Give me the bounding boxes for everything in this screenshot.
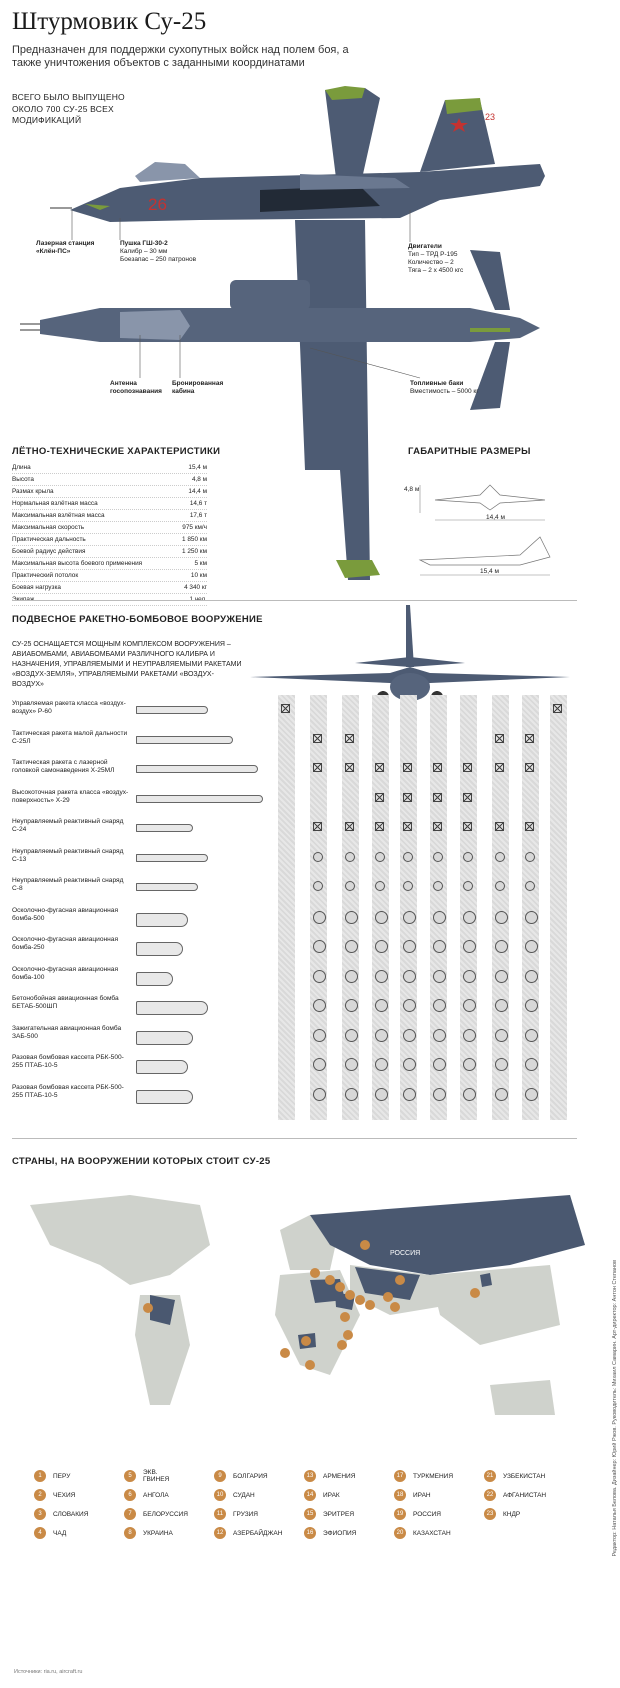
spec-row <box>12 474 207 486</box>
country-legend-item <box>124 1489 169 1501</box>
country-legend-item <box>304 1489 340 1501</box>
spec-value: 17,6 т <box>189 512 207 519</box>
bomb-icon <box>495 1058 508 1071</box>
country-name: УЗБЕКИСТАН <box>503 1472 546 1480</box>
weapon-label: Зажигательная авиационная бомба ЗАБ-500 <box>12 1024 122 1040</box>
square-icon <box>345 763 354 772</box>
country-name: СЛОВАКИЯ <box>53 1510 89 1518</box>
spec-label: Максимальная скорость <box>12 524 85 531</box>
bomb-icon <box>495 1029 508 1042</box>
bomb-icon <box>433 1088 446 1101</box>
country-name: РОССИЯ <box>413 1510 442 1518</box>
square-icon <box>525 734 534 743</box>
bomb-icon <box>313 1058 326 1071</box>
square-icon <box>403 793 412 802</box>
dimension-length: 15,4 м <box>480 568 499 575</box>
specs-table <box>12 462 207 606</box>
country-legend-item <box>394 1508 441 1520</box>
country-number-badge: 2 <box>34 1489 46 1501</box>
pylon-lane <box>310 695 327 1120</box>
weapon-label: Тактическая ракета с лазерной головкой самонаведения Х-25МЛ <box>12 759 115 774</box>
square-icon <box>495 763 504 772</box>
bomb-icon <box>495 940 508 953</box>
country-legend-item <box>124 1508 188 1520</box>
country-number-badge: 14 <box>304 1489 316 1501</box>
armament-intro: СУ-25 ОСНАЩАЕТСЯ МОЩНЫМ КОМПЛЕКСОМ ВООРУЖЕНИЯ – АВИАБОМБАМИ, АВИАБОМБАМИ РАЗЛИЧНОГО КАЛИБРА И НАЗНАЧЕНИЯ, УПРАВЛЯЕМЫМИ И НЕУПРАВЛЯЕМЫМИ РАКЕТАМИ «ВОЗДУХ-ЗЕМЛЯ», УПРАВЛЯЕМЫМИ РАКЕТАМИ «ВОЗДУХ-ВОЗДУХ» <box>12 641 242 688</box>
weapon-label: Неуправляемый реактивный снаряд С-13 <box>12 847 124 863</box>
bomb-icon <box>403 940 416 953</box>
square-icon <box>525 822 534 831</box>
bomb-icon <box>403 1058 416 1071</box>
spec-row <box>12 510 207 522</box>
bomb-icon <box>403 1088 416 1101</box>
country-legend-item <box>394 1489 431 1501</box>
weapon-silhouette-icon <box>136 1060 188 1074</box>
country-name: ЧАД <box>53 1529 67 1537</box>
annotation-fuel: Топливные баки Вместимость – 5000 кг <box>410 380 479 395</box>
bomb-icon <box>313 940 326 953</box>
country-number-badge: 17 <box>394 1470 406 1482</box>
country-number-badge: 23 <box>484 1508 496 1520</box>
country-number-badge: 21 <box>484 1470 496 1482</box>
pylon-lane <box>492 695 509 1120</box>
country-legend-item <box>304 1527 356 1539</box>
square-icon <box>375 822 384 831</box>
spec-row <box>12 462 207 474</box>
weapon-label: Разовая бомбовая кассета РБК-500-255 ПТАБ-10-5 <box>12 1083 124 1099</box>
spec-label: Боевая нагрузка <box>12 584 61 591</box>
weapon-silhouette-icon <box>136 854 208 862</box>
spec-row <box>12 522 207 534</box>
circle-icon <box>375 881 385 891</box>
bomb-icon <box>433 970 446 983</box>
square-icon <box>433 763 442 772</box>
weapon-silhouette-icon <box>136 765 258 773</box>
spec-row <box>12 570 207 582</box>
bomb-icon <box>345 940 358 953</box>
pylon-lane <box>372 695 389 1120</box>
country-name: ЭФИОПИЯ <box>323 1529 357 1537</box>
country-legend-item <box>214 1527 282 1539</box>
armament-heading: ПОДВЕСНОЕ РАКЕТНО-БОМБОВОЕ ВООРУЖЕНИЕ <box>12 614 263 625</box>
annotation-cockpit: Бронированная кабина <box>172 380 224 395</box>
bomb-icon <box>525 970 538 983</box>
bomb-icon <box>525 911 538 924</box>
country-legend-item <box>484 1508 520 1520</box>
bomb-icon <box>375 1088 388 1101</box>
country-legend-item <box>304 1470 355 1482</box>
square-icon <box>525 763 534 772</box>
square-icon <box>403 822 412 831</box>
weapon-silhouette-icon <box>136 736 233 744</box>
spec-value: 10 км <box>190 572 207 579</box>
specs-heading: ЛЁТНО-ТЕХНИЧЕСКИЕ ХАРАКТЕРИСТИКИ <box>12 446 221 457</box>
pylon-lane <box>342 695 359 1120</box>
annotation-laser: Лазерная станция «Клён-ПС» <box>36 240 95 255</box>
bomb-icon <box>525 1088 538 1101</box>
annotation-engines: Двигатели Тип – ТРД Р-195 Количество – 2 Тяга – 2 х 4500 кгс <box>408 243 464 274</box>
country-name: БОЛГАРИЯ <box>233 1472 268 1480</box>
weapon-label: Бетонобойная авиационная бомба БЕТАБ-500ШП <box>12 995 119 1010</box>
spec-row <box>12 558 207 570</box>
dimensions-diagram <box>400 465 570 585</box>
spec-label: Нормальная взлётная масса <box>12 500 98 507</box>
spec-label: Практический потолок <box>12 572 79 579</box>
bomb-icon <box>313 911 326 924</box>
bomb-icon <box>495 1088 508 1101</box>
bomb-icon <box>495 999 508 1012</box>
circle-icon <box>463 881 473 891</box>
square-icon <box>345 822 354 831</box>
bomb-icon <box>463 911 476 924</box>
spec-value: 14,4 м <box>188 488 207 495</box>
bomb-icon <box>375 911 388 924</box>
spec-value: 5 км <box>194 560 207 567</box>
square-icon <box>463 822 472 831</box>
weapon-silhouette-icon <box>136 824 193 832</box>
bomb-icon <box>345 999 358 1012</box>
circle-icon <box>525 852 535 862</box>
square-icon <box>553 704 562 713</box>
bomb-icon <box>463 999 476 1012</box>
bomb-icon <box>525 999 538 1012</box>
country-number-badge: 16 <box>304 1527 316 1539</box>
country-name: АФГАНИСТАН <box>503 1491 547 1499</box>
country-name: КНДР <box>503 1510 521 1518</box>
bomb-icon <box>403 1029 416 1042</box>
spec-label: Длина <box>12 464 31 471</box>
dimension-span: 14,4 м <box>486 514 505 521</box>
country-legend-item <box>34 1527 66 1539</box>
country-number-badge: 22 <box>484 1489 496 1501</box>
circle-icon <box>403 852 413 862</box>
country-name: УКРАИНА <box>143 1529 173 1537</box>
country-name: ЧЕХИЯ <box>53 1491 76 1499</box>
bomb-icon <box>345 1088 358 1101</box>
square-icon <box>495 822 504 831</box>
bomb-icon <box>403 911 416 924</box>
country-legend-item <box>394 1470 453 1482</box>
divider <box>12 600 577 601</box>
spec-value: 1 850 км <box>182 536 207 543</box>
weapon-label: Управляемая ракета класса «воздух-воздух» Р-60 <box>12 700 126 715</box>
dimensions-heading: ГАБАРИТНЫЕ РАЗМЕРЫ <box>408 446 531 457</box>
square-icon <box>313 734 322 743</box>
country-name: ЭКВ. ГВИНЕЯ <box>143 1469 170 1483</box>
country-number-badge: 5 <box>124 1470 136 1482</box>
square-icon <box>433 822 442 831</box>
country-name: БЕЛОРУССИЯ <box>143 1510 188 1518</box>
bomb-icon <box>403 999 416 1012</box>
country-number-badge: 13 <box>304 1470 316 1482</box>
bomb-icon <box>313 1029 326 1042</box>
weapon-silhouette-icon <box>136 1090 193 1104</box>
country-number-badge: 11 <box>214 1508 226 1520</box>
weapon-silhouette-icon <box>136 913 188 927</box>
dimension-height: 4,8 м <box>404 486 420 493</box>
tail-number: 26 <box>148 195 167 214</box>
bomb-icon <box>345 911 358 924</box>
annotation-gun: Пушка ГШ-30-2 Калибр – 30 мм Боезапас – 250 патронов <box>120 240 197 263</box>
circle-icon <box>463 852 473 862</box>
spec-label: Высота <box>12 476 34 483</box>
production-count-note: ВСЕГО БЫЛО ВЫПУЩЕНО ОКОЛО 700 СУ-25 ВСЕХ МОДИФИКАЦИЙ <box>12 92 125 125</box>
bomb-icon <box>463 1088 476 1101</box>
country-number-badge: 15 <box>304 1508 316 1520</box>
bomb-icon <box>433 1058 446 1071</box>
country-number-badge: 6 <box>124 1489 136 1501</box>
bomb-icon <box>463 970 476 983</box>
countries-heading: СТРАНЫ, НА ВООРУЖЕНИИ КОТОРЫХ СТОИТ СУ-25 <box>12 1156 271 1167</box>
bomb-icon <box>463 940 476 953</box>
country-legend-item <box>34 1489 75 1501</box>
country-legend-item <box>214 1508 258 1520</box>
bomb-icon <box>313 970 326 983</box>
square-icon <box>403 763 412 772</box>
country-number-badge: 20 <box>394 1527 406 1539</box>
country-number-badge: 10 <box>214 1489 226 1501</box>
bomb-icon <box>433 940 446 953</box>
country-legend-item <box>34 1508 88 1520</box>
country-legend-item <box>484 1489 546 1501</box>
country-name: АЗЕРБАЙДЖАН <box>233 1529 283 1537</box>
weapon-label: Осколочно-фугасная авиационная бомба-250 <box>12 936 119 951</box>
spec-value: 14,6 т <box>189 500 207 507</box>
bomb-icon <box>313 1088 326 1101</box>
country-name: ТУРКМЕНИЯ <box>413 1472 454 1480</box>
square-icon <box>375 793 384 802</box>
country-number-badge: 18 <box>394 1489 406 1501</box>
pylon-lane <box>522 695 539 1120</box>
map-label-russia: РОССИЯ <box>390 1250 421 1257</box>
square-icon <box>313 763 322 772</box>
sources: Источники: ria.ru, aircraft.ru <box>14 1669 83 1675</box>
spec-row <box>12 546 207 558</box>
country-number-badge: 3 <box>34 1508 46 1520</box>
page-subtitle: Предназначен для поддержки сухопутных войск над полем боя, а также уничтожения объектов с заданными координатами <box>12 44 349 69</box>
circle-icon <box>375 852 385 862</box>
bomb-icon <box>463 1058 476 1071</box>
square-icon <box>495 734 504 743</box>
country-legend-item <box>34 1470 70 1482</box>
square-icon <box>463 793 472 802</box>
bomb-icon <box>495 970 508 983</box>
spec-row <box>12 534 207 546</box>
weapon-label: Неуправляемый реактивный снаряд С-24 <box>12 818 124 833</box>
pylon-lane <box>278 695 295 1120</box>
spec-value: 1 250 км <box>182 548 207 555</box>
spec-label: Размах крыла <box>12 488 54 495</box>
spec-label: Максимальная высота боевого применения <box>12 560 143 567</box>
divider <box>12 1138 577 1139</box>
weapon-label: Осколочно-фугасная авиационная бомба-500 <box>12 906 119 922</box>
country-name: ПЕРУ <box>53 1472 71 1480</box>
bomb-icon <box>345 970 358 983</box>
circle-icon <box>313 881 323 891</box>
weapon-silhouette-icon <box>136 706 208 714</box>
bomb-icon <box>433 999 446 1012</box>
circle-icon <box>345 881 355 891</box>
spec-value: 4,8 м <box>191 476 207 483</box>
spec-value: 15,4 м <box>188 464 207 471</box>
weapon-silhouette-icon <box>136 883 198 891</box>
bomb-icon <box>433 911 446 924</box>
weapon-label: Осколочно-фугасная авиационная бомба-100 <box>12 965 119 981</box>
country-legend-item <box>124 1527 173 1539</box>
side-view-plane <box>50 98 545 222</box>
square-icon <box>375 763 384 772</box>
country-legend-item <box>484 1470 545 1482</box>
page-title: Штурмовик Су-25 <box>12 8 207 35</box>
square-icon <box>281 704 290 713</box>
weapon-silhouette-icon <box>136 972 173 986</box>
circle-icon <box>433 852 443 862</box>
bomb-icon <box>433 1029 446 1042</box>
country-name: АНГОЛА <box>143 1491 169 1499</box>
bomb-icon <box>375 999 388 1012</box>
country-name: ИРАН <box>413 1491 431 1499</box>
country-number-badge: 19 <box>394 1508 406 1520</box>
country-legend-item <box>394 1527 451 1539</box>
country-legend-item <box>214 1470 268 1482</box>
country-number-badge: 12 <box>214 1527 226 1539</box>
spec-label: Максимальная взлётная масса <box>12 512 105 519</box>
country-number-badge: 8 <box>124 1527 136 1539</box>
country-number-badge: 7 <box>124 1508 136 1520</box>
bomb-icon <box>525 1029 538 1042</box>
square-icon <box>345 734 354 743</box>
spec-value: 4 340 кг <box>184 584 207 591</box>
country-name: СУДАН <box>233 1491 255 1499</box>
weapon-label: Разовая бомбовая кассета РБК-500-255 ПТАБ-10-5 <box>12 1054 124 1069</box>
weapon-silhouette-icon <box>136 1031 193 1045</box>
country-number-badge: 4 <box>34 1527 46 1539</box>
weapon-silhouette-icon <box>136 942 183 956</box>
spec-row <box>12 582 207 594</box>
bomb-icon <box>345 1058 358 1071</box>
bomb-icon <box>463 1029 476 1042</box>
bomb-icon <box>495 911 508 924</box>
weapon-label: Неуправляемый реактивный снаряд С-8 <box>12 877 124 892</box>
spec-value: 975 км/ч <box>182 524 207 531</box>
bomb-icon <box>403 970 416 983</box>
spec-label: Боевой радиус действия <box>12 548 86 555</box>
bomb-icon <box>375 940 388 953</box>
country-number-badge: 9 <box>214 1470 226 1482</box>
square-icon <box>433 793 442 802</box>
square-icon <box>313 822 322 831</box>
country-legend-item <box>214 1489 255 1501</box>
country-name: КАЗАХСТАН <box>413 1529 451 1537</box>
country-name: ЭРИТРЕЯ <box>323 1510 355 1518</box>
circle-icon <box>345 852 355 862</box>
weapon-silhouette-icon <box>136 795 263 803</box>
circle-icon <box>433 881 443 891</box>
circle-icon <box>525 881 535 891</box>
credits: Редактор: Наталья Белова. Дизайнер: Юрий Ржов. Руководитель: Михаил Самарин. Арт-директор: Антон Степанов <box>612 1260 618 1557</box>
pylon-lane <box>430 695 447 1120</box>
country-legend-item <box>124 1470 169 1482</box>
bomb-icon <box>345 1029 358 1042</box>
country-name: ГРУЗИЯ <box>233 1510 258 1518</box>
bomb-icon <box>375 970 388 983</box>
fin-number: 23 <box>485 112 496 122</box>
bomb-icon <box>313 999 326 1012</box>
weapon-silhouette-icon <box>136 1001 208 1015</box>
bomb-icon <box>525 1058 538 1071</box>
world-map <box>10 1175 590 1435</box>
weapon-label: Тактическая ракета малой дальности С-25Л <box>12 729 128 745</box>
country-name: АРМЕНИЯ <box>323 1472 356 1480</box>
country-legend-item <box>304 1508 354 1520</box>
spec-row <box>12 498 207 510</box>
bomb-icon <box>525 940 538 953</box>
weapon-label: Высокоточная ракета класса «воздух-поверхность» Х-29 <box>12 788 129 804</box>
circle-icon <box>313 852 323 862</box>
annotation-antenna: Антенна госопознавания <box>110 380 162 395</box>
circle-icon <box>495 852 505 862</box>
circle-icon <box>495 881 505 891</box>
spec-label: Практическая дальность <box>12 536 86 543</box>
circle-icon <box>403 881 413 891</box>
spec-row <box>12 486 207 498</box>
bomb-icon <box>375 1029 388 1042</box>
pylon-lane <box>460 695 477 1120</box>
square-icon <box>463 763 472 772</box>
bomb-icon <box>375 1058 388 1071</box>
country-number-badge: 1 <box>34 1470 46 1482</box>
country-name: ИРАК <box>323 1491 340 1499</box>
pylon-lane <box>400 695 417 1120</box>
pylon-lane <box>550 695 567 1120</box>
